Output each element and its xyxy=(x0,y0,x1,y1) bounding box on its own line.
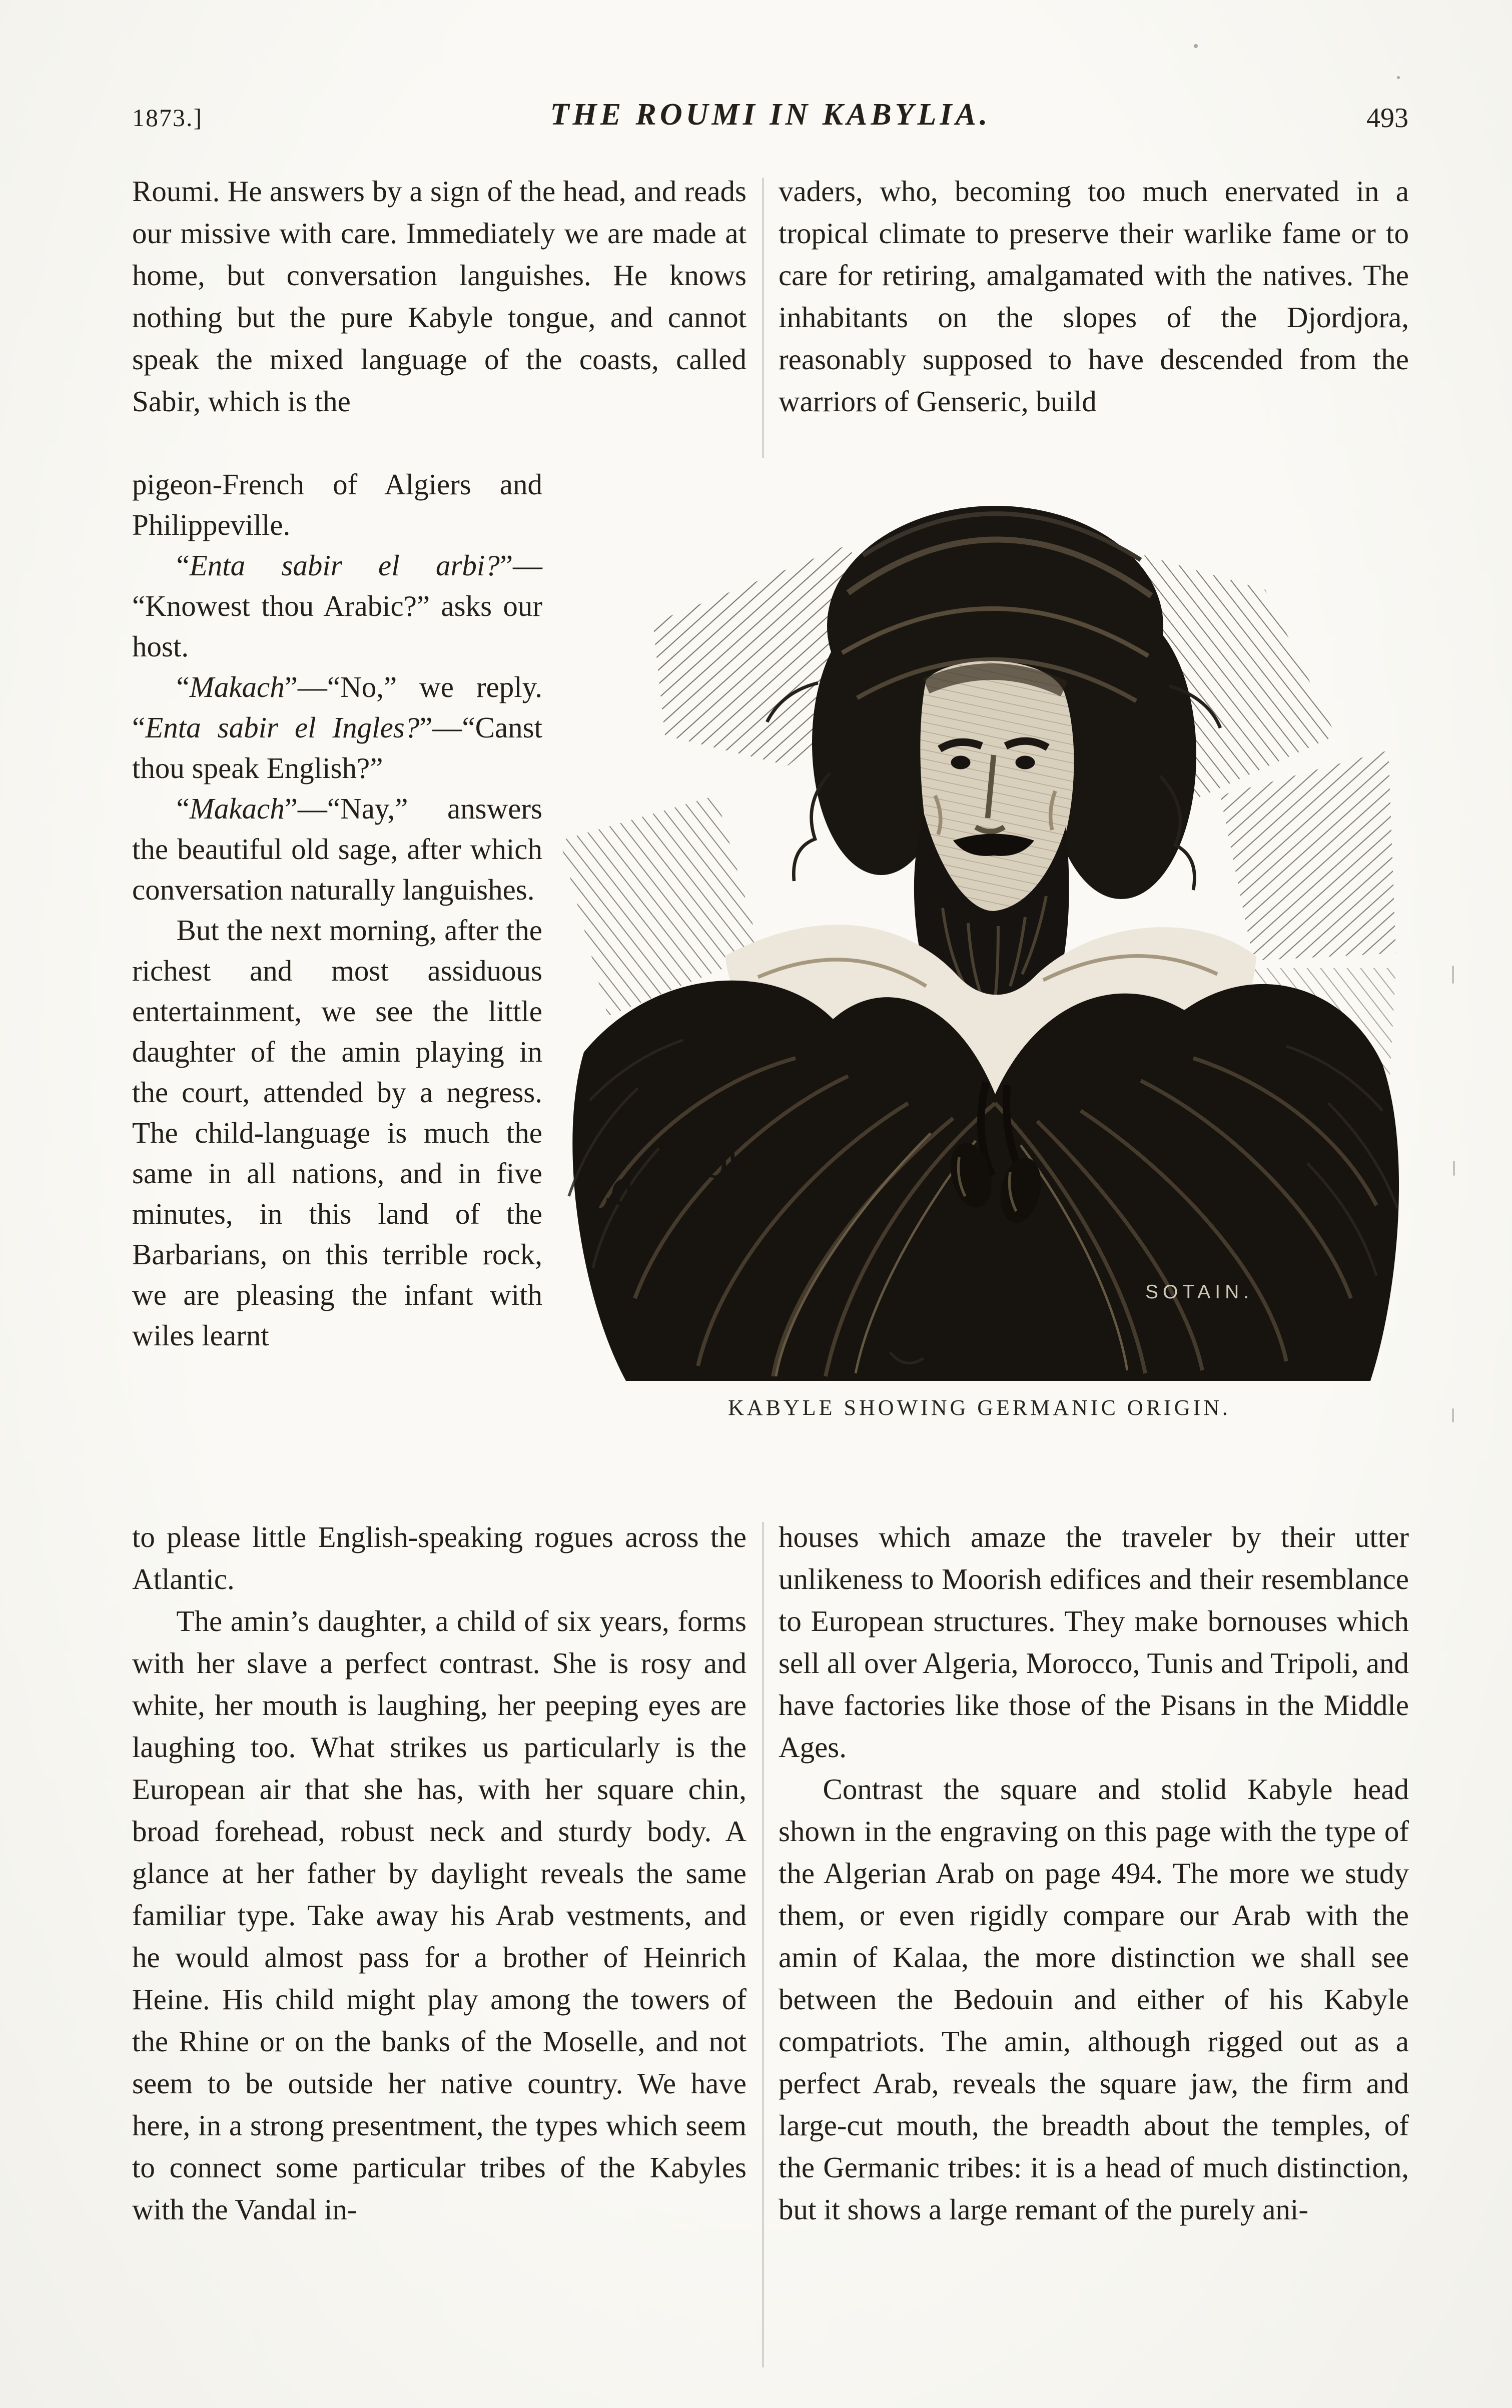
figure-engraving xyxy=(548,458,1411,1420)
figure-caption: KABYLE SHOWING GERMANIC ORIGIN. xyxy=(728,1395,1231,1420)
paragraph: to please little English-speaking rogues across the Atlantic. xyxy=(132,1520,746,1595)
page-number: 493 xyxy=(1366,103,1408,134)
engraver-mark: SOTAIN. xyxy=(1145,1281,1254,1303)
scan-artifact xyxy=(1453,1161,1455,1176)
header-date: 1873.] xyxy=(132,104,203,132)
left-column-bottom xyxy=(132,1516,746,2230)
paragraph: pigeon-French of Algiers and Philippeville. xyxy=(132,468,542,541)
paragraph: “Makach”—“Nay,” answers the beautiful old sage, after which conversation naturally languishes. xyxy=(132,792,542,906)
left-column-top xyxy=(132,170,746,422)
right-column-top xyxy=(779,170,1409,422)
right-column-bottom xyxy=(779,1516,1409,2230)
scan-artifact xyxy=(1452,1408,1454,1422)
scan-artifact xyxy=(1194,44,1198,48)
paragraph: vaders, who, becoming too much enervated in a tropical climate to preserve their warlike fame or to care for retiring, amalgamated with the natives. The inhabitants on the slopes of the Djordjora, reasonably supposed to have descended from the warriors of Genseric, build xyxy=(779,175,1409,418)
artist-signature: Castelot xyxy=(568,1125,748,1227)
paragraph: The amin’s daughter, a child of six years, forms with her slave a perfect contrast. She is rosy and white, her mouth is laughing, her peeping eyes are laughing too. What strikes us particularly is the European air that she has, with her square chin, broad forehead, robust neck and sturdy body. A glance at her father by daylight reveals the same familiar type. Take away his Arab vestments, and he would almost pass for a brother of Heinrich Heine. His child might play among the towers of the Rhine or on the banks of the Moselle, and not seem to be outside her native country. We have here, in a strong presentment, the types which seem to connect some particular tribes of the Kabyles with the Vandal in- xyxy=(132,1604,746,2226)
paragraph: Contrast the square and stolid Kabyle head shown in the engraving on this page with the type of the Algerian Arab on page 494. The more we study them, or even rigidly compare our Arab with the amin of Kalaa, the more distinction we shall see between the Bedouin and either of his Kabyle compatriots. The amin, although rigged out as a perfect Arab, reveals the square jaw, the firm and large-cut mouth, the breadth about the temples, of the Germanic tribes: it is a head of much distinction, but it shows a large remant of the purely ani- xyxy=(779,1773,1409,2226)
paragraph: Roumi. He answers by a sign of the head, and reads our missive with care. Immediately we are made at home, but conversation languishes. He knows nothing but the pure Kabyle tongue, and cannot speak the mixed language of the coasts, called Sabir, which is the xyxy=(132,175,746,418)
paragraph: houses which amaze the traveler by their utter unlikeness to Moorish edifices and their resemblance to European structures. They make bornouses which sell all over Algeria, Morocco, Tunis and Tripoli, and have factories like those of the Pisans in the Middle Ages. xyxy=(779,1520,1409,1764)
paragraph: But the next morning, after the richest and most assiduous entertainment, we see the little daughter of the amin playing in the court, attended by a negress. The child-language is much the same in all nations, and in five minutes, in this land of the Barbarians, on this terrible rock, we are pleasing the infant with wiles learnt xyxy=(132,914,542,1352)
paragraph: “Enta sabir el arbi?”— “Knowest thou Arabic?” asks our host. xyxy=(132,549,542,663)
kabyle-engraving-illustration xyxy=(548,458,1411,1381)
scan-artifact xyxy=(1452,966,1454,984)
paragraph: “Makach”—“No,” we reply. “Enta sabir el Ingles?”—“Canst thou speak English?” xyxy=(132,670,542,784)
left-column-narrow xyxy=(132,464,542,1356)
scan-artifact xyxy=(1397,76,1400,79)
column-rule-top xyxy=(763,178,764,458)
column-rule-bottom xyxy=(763,1522,764,2367)
page-title: THE ROUMI IN KABYLIA. xyxy=(550,98,991,132)
